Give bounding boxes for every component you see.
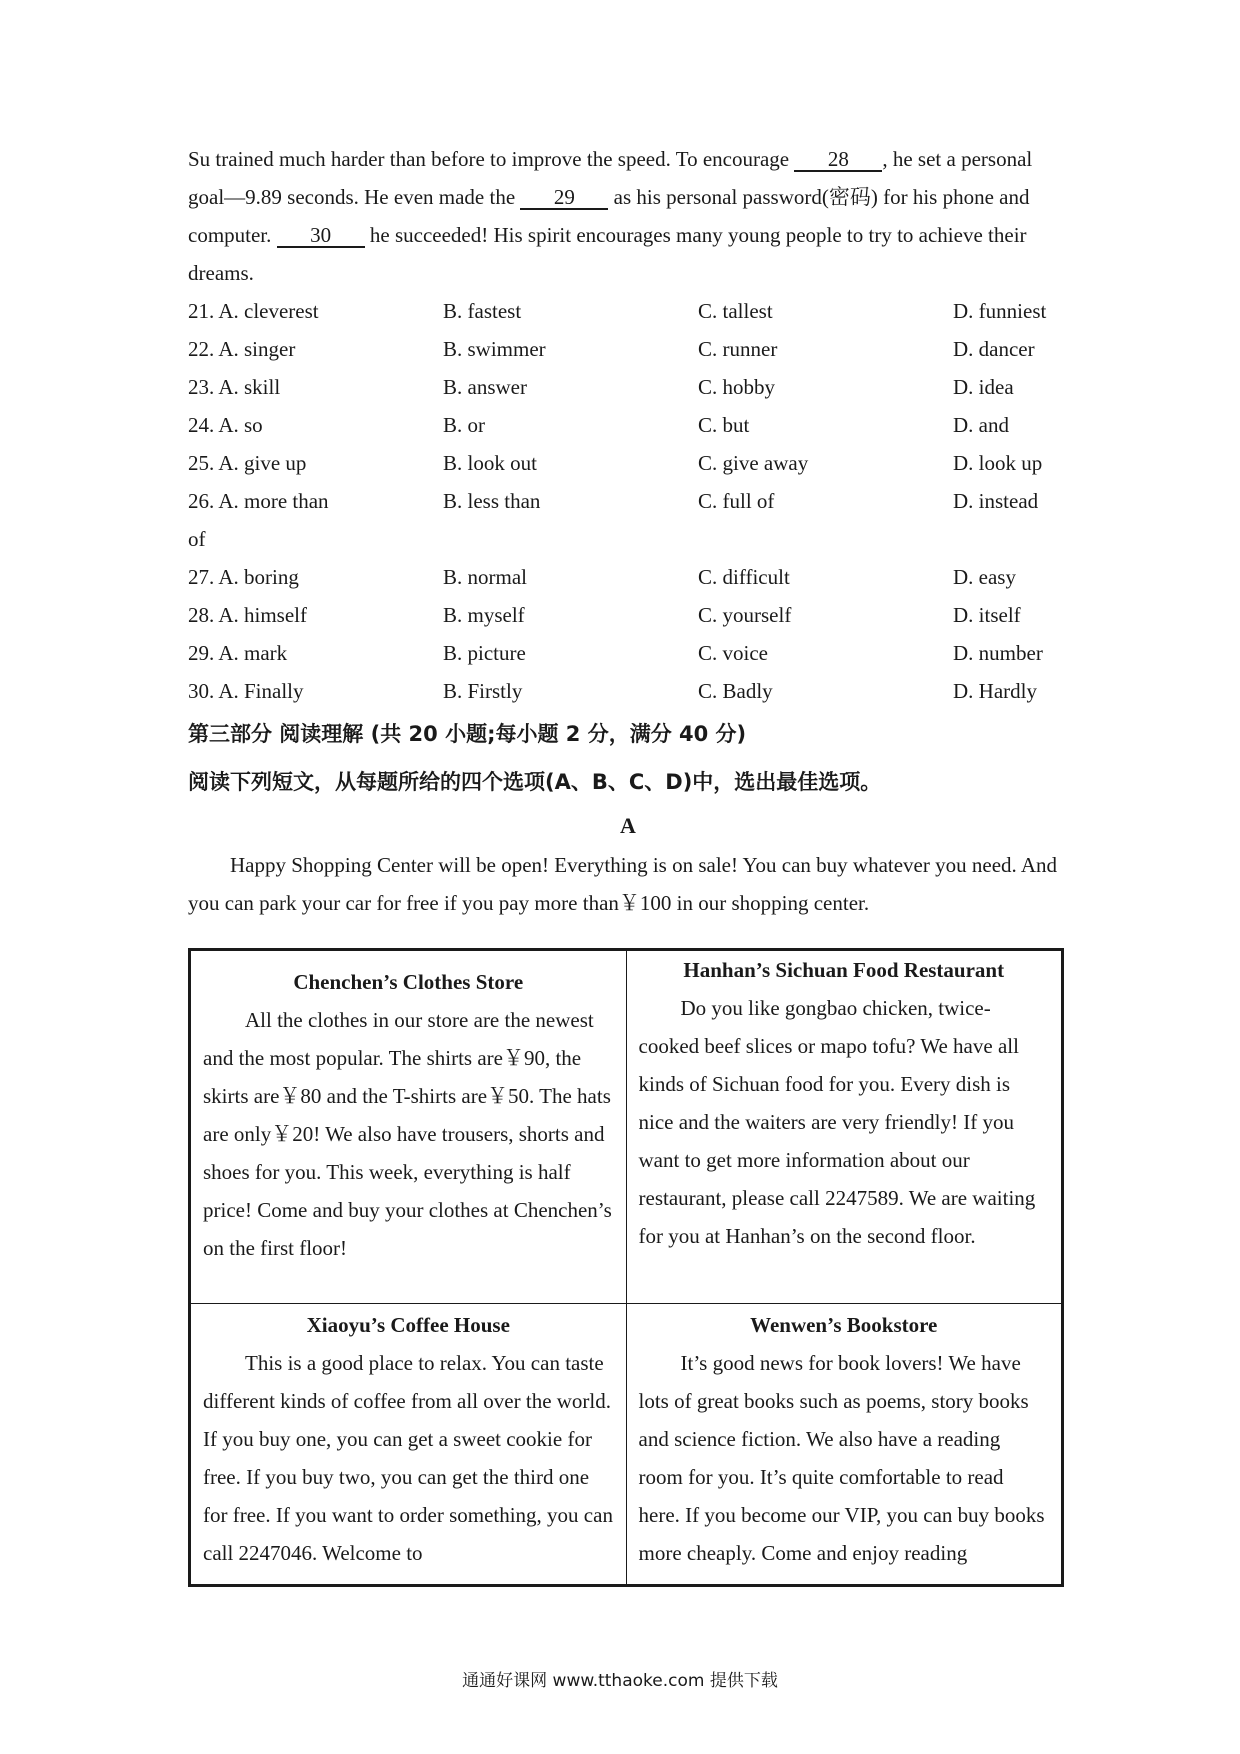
option-d: D. dancer [953,337,1035,361]
option-c: C. runner [698,337,778,361]
option-c: C. full of [698,489,775,513]
option-c: C. hobby [698,375,776,399]
ad-body: It’s good news for book lovers! We have lots of great books such as poems, story books and science fiction. We also have a reading room for you. It’s quite comfortable to read here. If you become our VIP, you can buy books more cheaply. Come and enjoy reading [638,1351,1045,1565]
option-a: 30. A. Finally [188,679,304,703]
option-row [188,634,1068,672]
cloze-text-3: as his personal password(密码) for his phone and computer. [188,185,1030,247]
option-a: 21. A. cleverest [188,299,319,323]
ad-clothes-store [190,950,627,1304]
blank-30: 30 [277,224,365,248]
option-c: C. Badly [698,679,773,703]
ad-body: All the clothes in our store are the newest and the most popular. The shirts are￥90, the skirts are￥80 and the T-shirts are￥50. The hats are only￥20! We also have trousers, shorts and shoes for you. This week, everything is half price! Come and buy your clothes at Chenchen’s on the first floor! [203,1008,612,1260]
ad-title: Xiaoyu’s Coffee House [306,1313,510,1337]
option-a: 27. A. boring [188,565,299,589]
ads-row [190,950,1063,1304]
option-b: B. fastest [443,299,522,323]
options-list [188,292,1068,710]
cloze-paragraph [188,140,1068,292]
passage-intro: Happy Shopping Center will be open! Everything is on sale! You can buy whatever you need. And you can park your car for free if you pay more than￥100 in our shopping center. [188,853,1058,915]
option-d: D. and [953,413,1009,437]
option-d: D. Hardly [953,679,1037,703]
option-a: 29. A. mark [188,641,288,665]
page-content [188,140,1068,922]
section-3-instruction: 阅读下列短文，从每题所给的四个选项(A、B、C、D)中，选出最佳选项。 [188,770,882,794]
blank-28: 28 [794,148,882,172]
option-b: B. normal [443,565,527,589]
option-b: B. myself [443,603,525,627]
ads-row [190,1304,1063,1586]
option-b: B. swimmer [443,337,546,361]
option-c: C. tallest [698,299,773,323]
cloze-text-1: Su trained much harder than before to improve the speed. To encourage [188,147,795,171]
section-3-title: 第三部分 阅读理解 (共 20 小题;每小题 2 分，满分 40 分) [188,722,747,746]
option-c: C. yourself [698,603,792,627]
option-row [188,368,1068,406]
option-b: B. Firstly [443,679,523,703]
ad-title: Chenchen’s Clothes Store [293,970,524,994]
option-d: D. look up [953,451,1043,475]
option-c: C. but [698,413,750,437]
passage-letter: A [620,813,636,838]
blank-29: 29 [520,186,608,210]
option-row [188,482,1068,520]
option-row [188,330,1068,368]
option-row [188,558,1068,596]
option-b: B. or [443,413,485,437]
option-a: 24. A. so [188,413,263,437]
option-d: D. idea [953,375,1014,399]
option-row [188,596,1068,634]
option-b: B. picture [443,641,526,665]
option-row [188,406,1068,444]
option-c: C. give away [698,451,809,475]
ad-title: Wenwen’s Bookstore [750,1313,938,1337]
option-row [188,292,1068,330]
option-a: 28. A. himself [188,603,307,627]
option-a: 25. A. give up [188,451,307,475]
cloze-text-2: , he set a personal goal—9.89 seconds. He even made the [188,147,1033,209]
ad-title: Hanhan’s Sichuan Food Restaurant [683,958,1005,982]
ads-table [188,948,1064,1587]
footer-credit: 通通好课网 www.tthaoke.com 提供下载 [462,1671,778,1691]
cloze-text-4: he succeeded! His spirit encourages many young people to try to achieve their dreams. [188,223,1027,285]
ad-coffee-house [190,1304,627,1586]
option-row [188,672,1068,710]
ad-body: This is a good place to relax. You can taste different kinds of coffee from all over the world. If you buy one, you can get a sweet cookie for free. If you buy two, you can get the third one for free. If you want to order something, you can call 2247046. Welcome to [203,1351,613,1565]
option-d: D. funniest [953,299,1047,323]
option-26-wrap: of [188,527,206,551]
option-a: 23. A. skill [188,375,281,399]
option-d: D. easy [953,565,1016,589]
option-c: C. difficult [698,565,790,589]
option-d: D. instead [953,489,1039,513]
option-a: 26. A. more than [188,489,329,513]
ad-bookstore [626,1304,1063,1586]
option-b: B. answer [443,375,527,399]
ad-restaurant [626,950,1063,1304]
option-d: D. itself [953,603,1021,627]
ad-body: Do you like gongbao chicken, twice-cooked beef slices or mapo tofu? We have all kinds of Sichuan food for you. Every dish is nice and the waiters are very friendly! If you want to get more information about our restaurant, please call 2247589. We are waiting for you at Hanhan’s on the second floor. [638,996,1036,1248]
option-b: B. less than [443,489,541,513]
option-c: C. voice [698,641,768,665]
option-a: 22. A. singer [188,337,296,361]
option-d: D. number [953,641,1043,665]
option-row [188,444,1068,482]
option-b: B. look out [443,451,537,475]
